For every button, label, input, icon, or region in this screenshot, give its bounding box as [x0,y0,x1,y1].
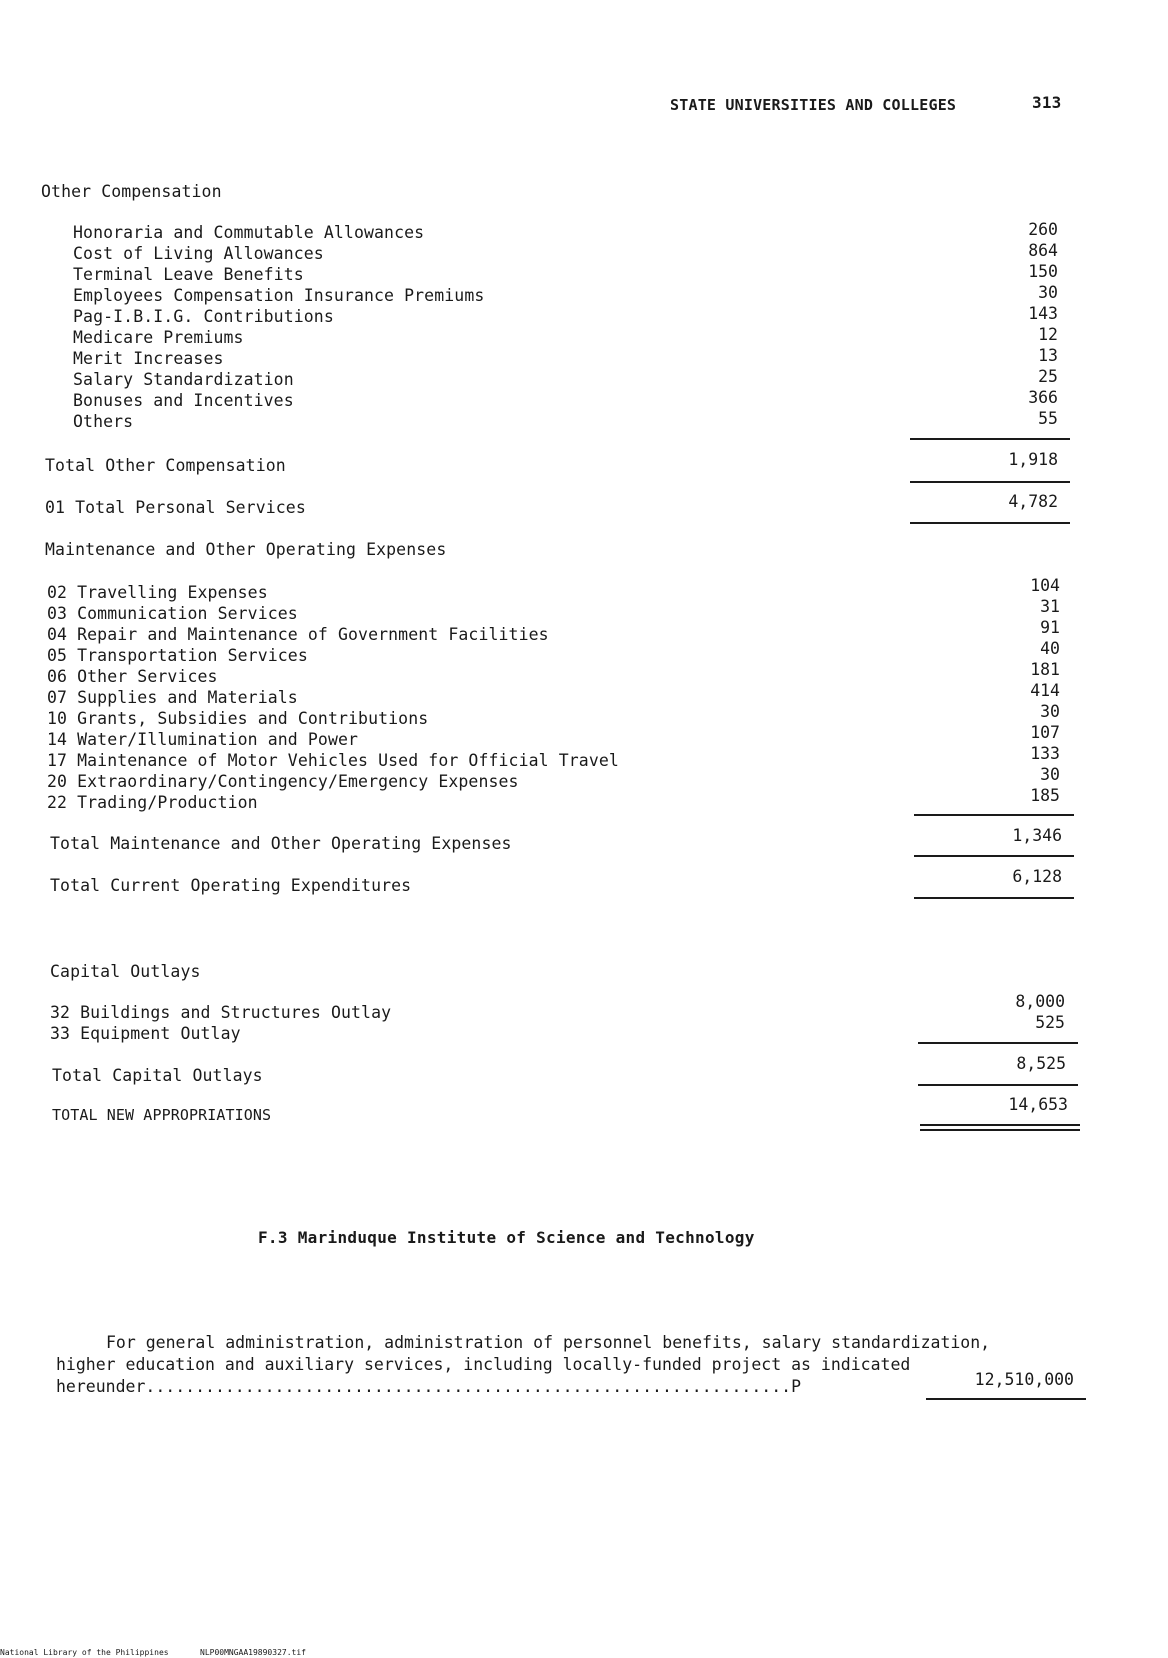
co-item-label: 33 Equipment Outlay [50,1024,241,1043]
oc-item-label: Medicare Premiums [73,328,244,347]
mooe-heading: Maintenance and Other Operating Expenses [45,540,447,559]
total-current-operating-value: 6,128 [1012,867,1062,886]
section-paragraph-line: hereunder.................................................................P [56,1377,802,1396]
mooe-item-label: 04 Repair and Maintenance of Government Facilities [47,625,549,644]
oc-item-value: 25 [1038,367,1058,386]
section-amount: 12,510,000 [974,1370,1074,1389]
mooe-item-value: 104 [1030,576,1060,595]
footer-file: NLP00MNGAA19890327.tif [200,1648,306,1657]
oc-item-value: 12 [1038,325,1058,344]
mooe-item-value: 133 [1030,744,1060,763]
total-mooe-value: 1,346 [1012,826,1062,845]
mooe-item-label: 05 Transportation Services [47,646,308,665]
subtotal-rule [914,814,1074,816]
subtotal-rule [918,1042,1078,1044]
mooe-item-value: 30 [1040,702,1060,721]
co-item-value: 8,000 [1015,992,1065,1011]
oc-item-value: 30 [1038,283,1058,302]
oc-item-label: Employees Compensation Insurance Premiums [73,286,485,305]
mooe-item-value: 107 [1030,723,1060,742]
oc-item-value: 55 [1038,409,1058,428]
oc-item-label: Pag-I.B.I.G. Contributions [73,307,334,326]
mooe-item-label: 06 Other Services [47,667,218,686]
co-item-label: 32 Buildings and Structures Outlay [50,1003,392,1022]
page-number: 313 [1032,93,1062,112]
mooe-item-value: 414 [1030,681,1060,700]
capital-outlays-heading: Capital Outlays [50,962,201,981]
grand-total-double-rule [920,1124,1080,1131]
subtotal-rule [910,438,1070,440]
mooe-item-value: 31 [1040,597,1060,616]
oc-item-label: Bonuses and Incentives [73,391,294,410]
running-header-title: STATE UNIVERSITIES AND COLLEGES [670,96,957,114]
oc-item-value: 13 [1038,346,1058,365]
mooe-item-label: 14 Water/Illumination and Power [47,730,359,749]
subtotal-rule [910,522,1070,524]
mooe-item-value: 185 [1030,786,1060,805]
co-item-value: 525 [1035,1013,1065,1032]
mooe-item-label: 03 Communication Services [47,604,298,623]
total-capital-outlays-label: Total Capital Outlays [52,1066,263,1085]
oc-item-label: Merit Increases [73,349,224,368]
total-new-appropriations-label: TOTAL NEW APPROPRIATIONS [52,1106,272,1124]
mooe-item-label: 22 Trading/Production [47,793,258,812]
section-paragraph-line: For general administration, administration of personnel benefits, salary standardization, [106,1333,991,1352]
amount-rule [926,1398,1086,1400]
oc-item-label: Salary Standardization [73,370,294,389]
oc-item-label: Cost of Living Allowances [73,244,324,263]
mooe-item-label: 20 Extraordinary/Contingency/Emergency Expenses [47,772,519,791]
total-current-operating-label: Total Current Operating Expenditures [50,876,412,895]
mooe-item-label: 10 Grants, Subsidies and Contributions [47,709,429,728]
section-paragraph-line: higher education and auxiliary services, including locally-funded project as indicated [56,1355,911,1374]
subtotal-rule [918,1084,1078,1086]
total-capital-outlays-value: 8,525 [1016,1054,1066,1073]
oc-item-value: 260 [1028,220,1058,239]
total-personal-services-label: 01 Total Personal Services [45,498,306,517]
total-new-appropriations-value: 14,653 [1008,1095,1068,1114]
oc-item-label: Others [73,412,134,431]
oc-item-value: 143 [1028,304,1058,323]
other-compensation-heading: Other Compensation [41,182,222,201]
total-other-compensation-label: Total Other Compensation [45,456,286,475]
subtotal-rule [914,897,1074,899]
footer-library: National Library of the Philippines [0,1648,169,1657]
mooe-item-label: 02 Travelling Expenses [47,583,268,602]
mooe-item-label: 07 Supplies and Materials [47,688,298,707]
total-mooe-label: Total Maintenance and Other Operating Expenses [50,834,512,853]
oc-item-label: Honoraria and Commutable Allowances [73,223,425,242]
oc-item-value: 864 [1028,241,1058,260]
oc-item-label: Terminal Leave Benefits [73,265,304,284]
mooe-item-label: 17 Maintenance of Motor Vehicles Used for Official Travel [47,751,619,770]
mooe-item-value: 181 [1030,660,1060,679]
oc-item-value: 150 [1028,262,1058,281]
subtotal-rule [910,481,1070,483]
subtotal-rule [914,855,1074,857]
total-personal-services-value: 4,782 [1008,492,1058,511]
section-title: F.3 Marinduque Institute of Science and Technology [258,1228,755,1247]
oc-item-value: 366 [1028,388,1058,407]
mooe-item-value: 30 [1040,765,1060,784]
mooe-item-value: 91 [1040,618,1060,637]
total-other-compensation-value: 1,918 [1008,450,1058,469]
mooe-item-value: 40 [1040,639,1060,658]
